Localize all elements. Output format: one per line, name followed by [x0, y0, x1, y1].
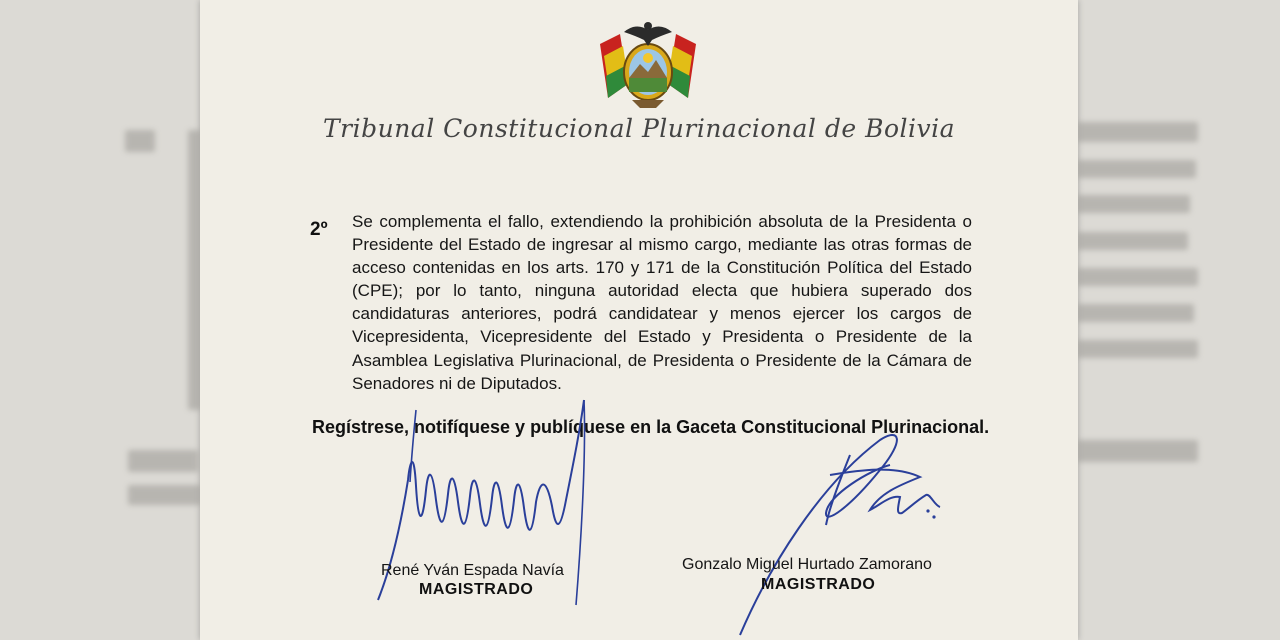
signatory-role-right: MAGISTRADO	[761, 576, 876, 593]
background-left	[0, 0, 200, 640]
court-letterhead-title: Tribunal Constitucional Plurinacional de Bolivia	[322, 114, 956, 143]
document-page	[200, 0, 1078, 640]
background-right	[1078, 0, 1280, 640]
closing-statement: Regístrese, notifíquese y publíquese en la Gaceta Constitucional Plurinacional.	[312, 417, 990, 437]
signatory-name-right: Gonzalo Miguel Hurtado Zamorano	[682, 556, 932, 573]
handwritten-signature-right	[730, 415, 960, 640]
signatory-role-left: MAGISTRADO	[419, 581, 534, 598]
signatory-name-left: René Yván Espada Navía	[381, 562, 564, 579]
coat-of-arms-emblem	[594, 14, 702, 112]
resolution-item-number: 2º	[310, 219, 328, 240]
resolution-paragraph: Se complementa el fallo, extendiendo la prohibición absoluta de la Presidenta o Presidente del Estado de ingresar al mismo cargo, mediante las otras formas de acceso contenidas en los arts. 170 y 171 de la Constitución Política del Estado (CPE); por lo tanto, ninguna autoridad electa que hubiera superado dos candidaturas anteriores, podrá candidatear y menos ejercer los cargos de Vicepresidenta, Vicepresidente del Estado y Presidenta o Presidente de la Asamblea Legislativa Plurinacional, de Presidenta o Presidente de la Cámara de Senadores ni de Diputados.	[352, 212, 972, 393]
